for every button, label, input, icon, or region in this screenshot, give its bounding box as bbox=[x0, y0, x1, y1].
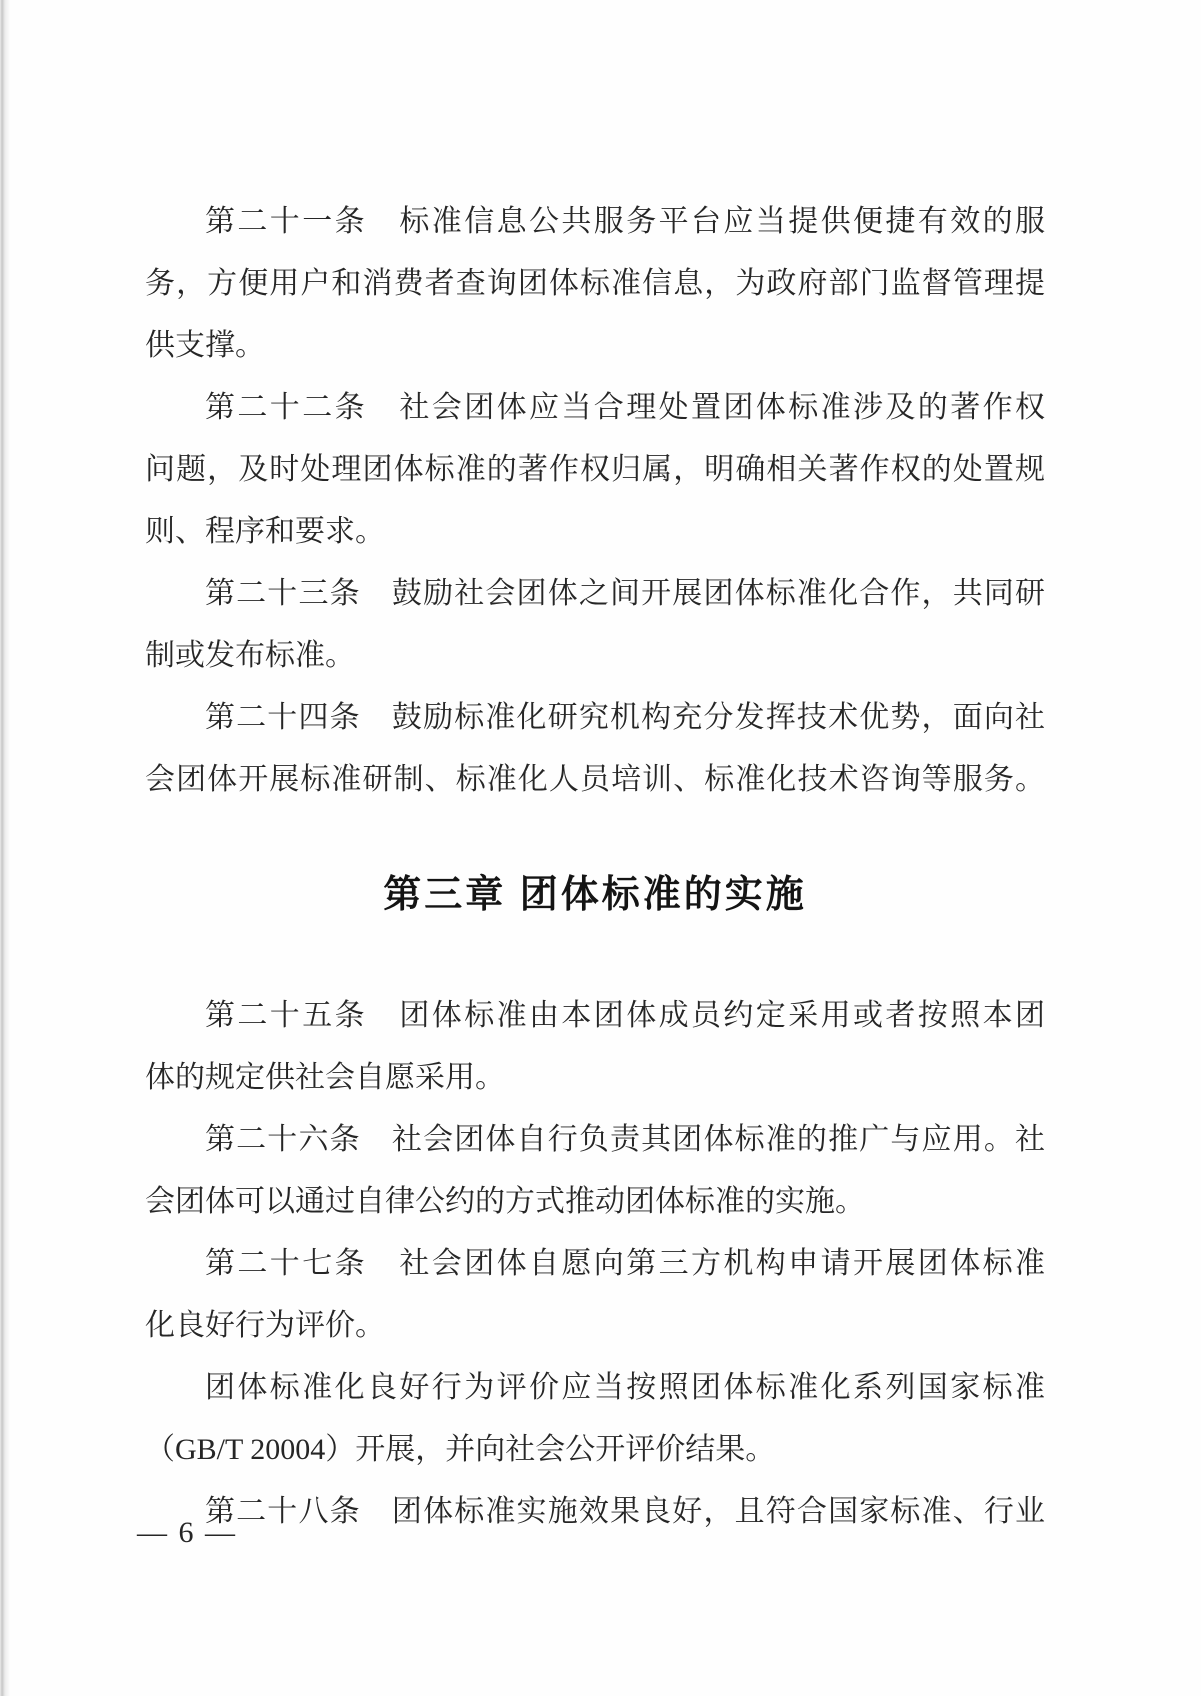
article-line: 会团体可以通过自律公约的方式推动团体标准的实施。 bbox=[145, 1185, 865, 1218]
article-paragraph bbox=[145, 563, 1045, 687]
article-line: 制或发布标准。 bbox=[145, 639, 355, 672]
article-line: 化良好行为评价。 bbox=[145, 1309, 385, 1342]
article-line: 会团体开展标准研制、标准化人员培训、标准化技术咨询等服务。 bbox=[145, 763, 1045, 796]
article-first-line: 第二十二条 社会团体应当合理处置团体标准涉及的著作权 bbox=[205, 391, 1045, 424]
article-paragraph bbox=[145, 1481, 1045, 1543]
scan-edge-shadow bbox=[0, 0, 10, 1696]
article-first-line: 第二十一条 标准信息公共服务平台应当提供便捷有效的服 bbox=[205, 205, 1045, 238]
page-number: — 6 — bbox=[137, 1516, 237, 1549]
article-line: 供支撑。 bbox=[145, 329, 265, 362]
article-paragraph bbox=[145, 377, 1045, 563]
article-first-line: 第二十五条 团体标准由本团体成员约定采用或者按照本团 bbox=[205, 999, 1045, 1032]
article-line: 务，方便用户和消费者查询团体标准信息，为政府部门监督管理提 bbox=[145, 267, 1045, 300]
article-first-line: 第二十六条 社会团体自行负责其团体标准的推广与应用。社 bbox=[205, 1123, 1045, 1156]
article-paragraph bbox=[145, 1109, 1045, 1233]
article-line: （GB/T 20004）开展，并向社会公开评价结果。 bbox=[145, 1433, 776, 1466]
article-paragraph bbox=[145, 985, 1045, 1109]
article-first-line: 第二十三条 鼓励社会团体之间开展团体标准化合作，共同研 bbox=[205, 577, 1045, 610]
article-line: 问题，及时处理团体标准的著作权归属，明确相关著作权的处置规 bbox=[145, 453, 1045, 486]
article-paragraph bbox=[145, 687, 1045, 811]
article-paragraph bbox=[145, 1357, 1045, 1481]
article-first-line: 第二十八条 团体标准实施效果良好，且符合国家标准、行业 bbox=[205, 1495, 1045, 1528]
document-content bbox=[145, 191, 1045, 1543]
article-first-line: 第二十四条 鼓励标准化研究机构充分发挥技术优势，面向社 bbox=[205, 701, 1045, 734]
article-paragraph bbox=[145, 191, 1045, 377]
article-line: 体的规定供社会自愿采用。 bbox=[145, 1061, 505, 1094]
chapter-heading: 第三章 团体标准的实施 bbox=[383, 874, 807, 916]
article-line: 团体标准化良好行为评价应当按照团体标准化系列国家标准 bbox=[205, 1371, 1045, 1404]
article-first-line: 第二十七条 社会团体自愿向第三方机构申请开展团体标准 bbox=[205, 1247, 1045, 1280]
article-line: 则、程序和要求。 bbox=[145, 515, 385, 548]
article-paragraph bbox=[145, 1233, 1045, 1357]
